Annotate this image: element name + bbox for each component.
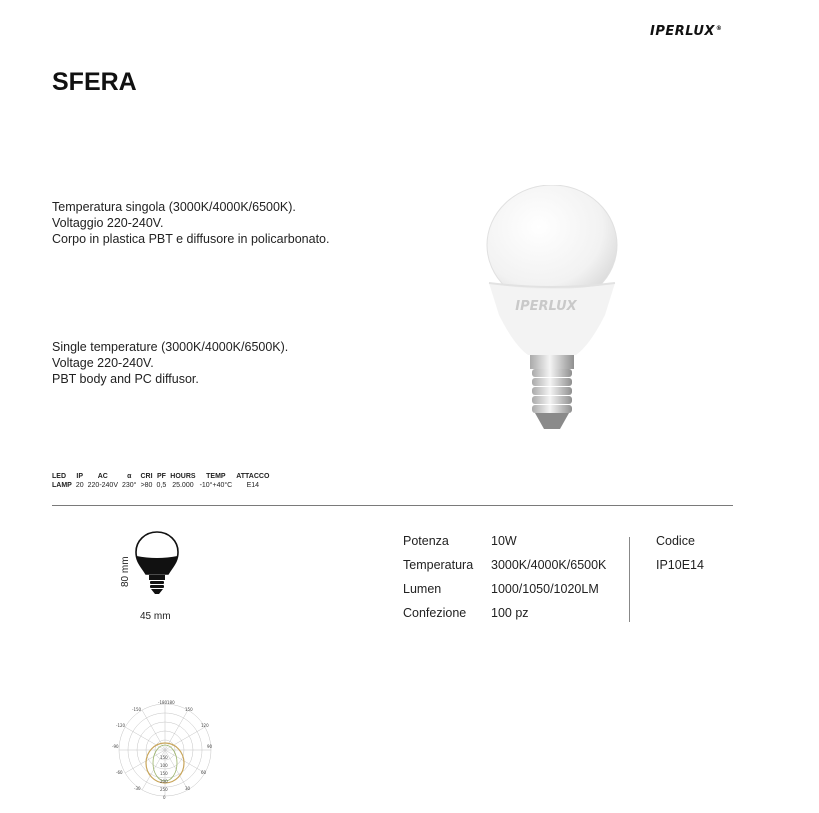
property-row xyxy=(403,606,606,630)
property-label: Lumen xyxy=(403,582,442,596)
spec-header: PF xyxy=(156,473,166,480)
property-value: 1000/1050/1020LM xyxy=(491,582,599,596)
property-value: 100 pz xyxy=(491,606,529,620)
desc-line: Temperatura singola (3000K/4000K/6500K). xyxy=(52,200,296,214)
polar-label: 120 xyxy=(201,723,209,728)
desc-line: PBT body and PC diffusor. xyxy=(52,372,199,386)
spec-value: >80 xyxy=(140,482,153,489)
polar-label: 90 xyxy=(207,744,213,749)
polar-label: 100 xyxy=(160,763,168,768)
spec-table xyxy=(52,472,273,490)
spec-value: 0,5 xyxy=(156,482,167,489)
properties-list xyxy=(403,534,606,630)
code-value: IP10E14 xyxy=(656,558,704,572)
property-label: Temperatura xyxy=(403,558,474,572)
polar-label: 150 xyxy=(160,771,168,776)
spec-header: α xyxy=(127,473,132,480)
product-title: SFERA xyxy=(52,68,137,96)
property-label: Confezione xyxy=(403,606,467,620)
spec-value: 230° xyxy=(122,482,137,489)
property-value: 10W xyxy=(491,534,517,548)
spec-value: LAMP xyxy=(52,482,72,489)
spec-value: 220-240V xyxy=(87,482,118,489)
spec-value: -10°+40°C xyxy=(199,482,233,489)
description-english xyxy=(52,339,288,387)
code-label: Codice xyxy=(656,534,695,548)
property-value: 3000K/4000K/6500K xyxy=(491,558,607,572)
desc-line: Corpo in plastica PBT e diffusore in policarbonato. xyxy=(52,232,330,246)
desc-line: Voltage 220-240V. xyxy=(52,356,154,370)
polar-label: 180 xyxy=(167,700,175,705)
polar-label: -120 xyxy=(116,723,126,728)
property-row xyxy=(403,558,606,582)
code-divider xyxy=(629,537,630,622)
brand-logo: IPERLUX® xyxy=(650,24,723,39)
polar-label: 60 xyxy=(201,770,207,775)
polar-label: 0 xyxy=(163,795,166,800)
spec-header: IP xyxy=(76,473,84,480)
property-label: Potenza xyxy=(403,534,449,548)
polar-label: 150 xyxy=(185,707,193,712)
polar-label: 150 xyxy=(160,755,168,760)
spec-value-row xyxy=(52,481,273,490)
bulb-photo xyxy=(480,185,630,435)
spec-value: 20 xyxy=(75,482,84,489)
spec-header: HOURS xyxy=(170,473,196,480)
polar-label: 200 xyxy=(160,779,168,784)
spec-header: TEMP xyxy=(206,473,226,480)
polar-label: 30 xyxy=(185,786,191,791)
polar-label: -180 xyxy=(158,700,168,705)
bulb-logo-text: IPERLUX xyxy=(515,299,577,314)
desc-line: Voltaggio 220-240V. xyxy=(52,216,164,230)
description-italian xyxy=(52,199,329,247)
property-row xyxy=(403,534,606,558)
spec-header: CRI xyxy=(140,473,153,480)
spec-header-row xyxy=(52,472,273,481)
polar-label: -60 xyxy=(116,770,123,775)
polar-label: 250 xyxy=(160,787,168,792)
spec-header: AC xyxy=(97,473,108,480)
height-dimension: 80 mm xyxy=(120,556,131,587)
spec-value: 25.000 xyxy=(172,482,194,489)
spec-header: LED xyxy=(52,473,66,480)
spec-header: ATTACCO xyxy=(236,473,270,480)
polar-distribution-diagram xyxy=(110,700,220,800)
polar-label: -30 xyxy=(134,786,141,791)
section-divider xyxy=(52,505,733,506)
property-row xyxy=(403,582,606,606)
width-dimension: 45 mm xyxy=(140,611,171,622)
polar-label: -150 xyxy=(132,707,142,712)
product-code xyxy=(656,534,704,572)
spec-value: E14 xyxy=(246,482,260,489)
polar-label: -90 xyxy=(112,744,119,749)
bulb-silhouette-icon xyxy=(132,530,182,596)
desc-line: Single temperature (3000K/4000K/6500K). xyxy=(52,340,289,354)
